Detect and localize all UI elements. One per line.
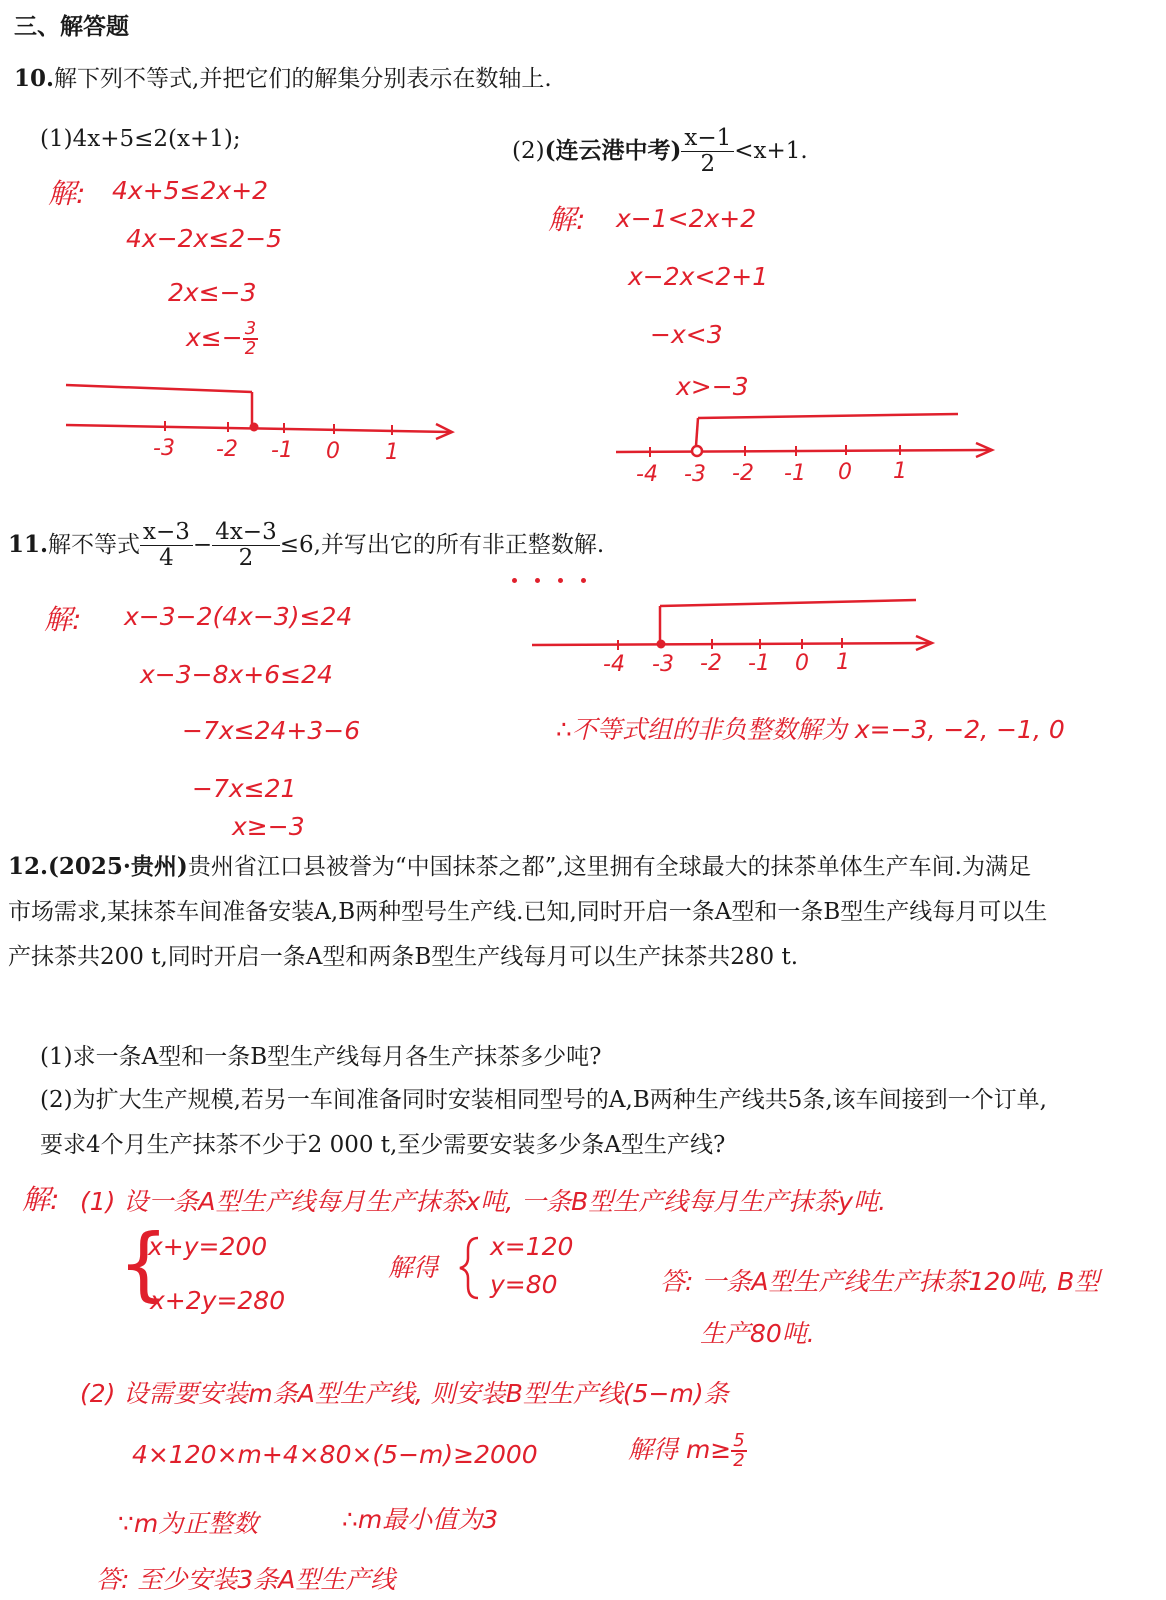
q12-answer1-cont: 生产80吨. [700,1319,815,1348]
q12-part2 [40,1078,1050,1168]
q11-sol-step4: −7x≤21 [192,774,297,803]
q11-sol-prefix: 解: [44,603,82,636]
emphasis-dot [535,578,540,583]
q11-fraction-2 [212,520,280,572]
number-line-3 [532,600,932,650]
axis3-endpoint [657,640,666,649]
axis2-ray-vertical [696,418,698,446]
q10-sol2-step2: x−2x<2+1 [628,262,769,291]
q10-sol1-last-lhs: x≤− [186,323,243,352]
axis2-line [616,450,990,452]
emphasis-dot [512,578,517,583]
q11-minus: − [192,531,213,558]
axis2-endpoint [692,446,702,456]
axis3-label: 1 [836,650,850,675]
q11-stem [8,520,604,572]
q11-sol-step2: x−3−8x+6≤24 [140,660,333,689]
q12-sys-eq2: x+2y=280 [150,1286,286,1315]
axis3-label: 0 [795,651,809,676]
q10-p2-tail: <x+1. [734,137,808,164]
q10-p2-source: (连云港中考) [544,136,682,164]
axis3-label: -3 [652,652,674,677]
q12-result-y: y=80 [490,1270,558,1299]
q12-solve2-den: 2 [733,1450,745,1471]
q12-part1 [40,1038,601,1071]
q10-sol2-prefix: 解: [548,203,586,236]
q12-result-brace [460,1238,478,1298]
axis1-label: 0 [326,439,340,464]
q12-solve2-fraction [731,1432,746,1470]
q11-f2-den: 2 [238,545,254,572]
axis1-label: -1 [271,438,293,463]
q11-conclusion: ∴不等式组的非负整数解为 x=−3, −2, −1, 0 [556,715,1065,744]
number-line-2 [616,414,992,457]
q10-p2-label: (2) [512,137,545,164]
axis1-endpoint [250,423,259,432]
q12-sol-line1: (1) 设一条A型生产线每月生产抹茶x吨, 一条B型生产线每月生产抹茶y吨. [80,1187,887,1216]
q12-result-x: x=120 [490,1232,574,1261]
q12-final-answer: 答: 至少安装3条A型生产线 [96,1565,396,1594]
q11-stem-post: ≤6,并写出它的所有非正整数解. [279,531,605,558]
q10-sol2-step3: −x<3 [650,320,723,349]
q11-number: 11. [8,530,49,558]
axis2-label: -2 [732,461,754,486]
q10-sol1-step3: 2x≤−3 [168,278,257,307]
q11-f2-num: 4x−3 [212,520,280,546]
q12-number: 12. [8,853,49,880]
q10-sol1-frac-num: 3 [244,318,257,339]
q12-sys-brace: { [118,1217,169,1310]
axis2-label: 0 [838,460,852,485]
q12-inequality: 4×120×m+4×80×(5−m)≥2000 [132,1440,538,1469]
axis3-label: -4 [603,652,625,677]
axis2-label: -4 [636,462,658,487]
axis1-label: 1 [385,440,399,465]
q10-sol1-step2: 4x−2x≤2−5 [126,224,283,253]
q10-sol1-prefix: 解: [48,177,86,210]
q11-fraction-1 [140,520,193,572]
q12-p1-text: 求一条A型和一条B型生产线每月各生产抹茶多少吨? [72,1044,602,1070]
q10-sol2-step4: x>−3 [676,372,749,401]
axis1-ray-horizontal [66,385,252,392]
q10-sol1-frac-den: 2 [244,338,257,359]
q12-stem [8,844,1048,980]
emphasis-dot [581,578,586,583]
emphasis-dot [558,578,563,583]
q12-solve2-num: 5 [733,1430,745,1451]
q10-p1-label: (1) [40,126,73,152]
q12-solve2 [628,1430,747,1470]
section-title: 三、解答题 [14,13,129,40]
q12-sol-line2: (2) 设需要安装m条A型生产线, 则安装B型生产线(5−m)条 [80,1379,729,1408]
q10-p2-frac-num: x−1 [681,126,734,152]
q11-sol-step1: x−3−2(4x−3)≤24 [124,602,353,631]
q10-stem-text: 解下列不等式,并把它们的解集分别表示在数轴上. [54,66,552,92]
axis1-label: -2 [216,437,238,462]
axis1-label: -3 [153,436,175,461]
q12-answer1: 答: 一条A型生产线生产抹茶120吨, B型 [660,1267,1100,1296]
axis3-solution-ray [657,600,917,649]
q10-sol2-step1: x−1<2x+2 [616,204,757,233]
q12-source: (2025·贵州) [48,853,188,880]
q10-number: 10. [14,65,55,92]
q11-f1-num: x−3 [140,520,193,546]
q12-solve2-pre: 解得 m≥ [628,1435,732,1464]
q12-sol-prefix: 解: [22,1183,60,1216]
q12-p2-text: 为扩大生产规模,若另一车间准备同时安装相同型号的A,B两种生产线共5条,该车间接到一个订单,要求4个月生产抹茶不少于2 000 t,至少需要安装多少条A型生产线? [40,1087,1047,1158]
axis2-label: -1 [784,461,806,486]
axis2-ray-horizontal [698,414,958,418]
q11-sol-step3: −7x≤24+3−6 [182,716,361,745]
axis3-ray-horizontal [660,600,916,606]
q12-p1-label: (1) [40,1044,73,1070]
q12-reason2: ∴m最小值为3 [342,1505,499,1534]
q12-p2-label: (2) [40,1087,73,1113]
q10-p1-expr: 4x+5≤2(x+1); [72,126,241,152]
q12-solve-label: 解得 [388,1253,439,1282]
q11-sol-step5: x≥−3 [232,812,305,841]
q12-reason1: ∵m为正整数 [118,1509,259,1538]
q12-text: 贵州省江口县被誉为“中国抹茶之都”,这里拥有全球最大的抹茶单体生产车间.为满足市场需求,某抹茶车间准备安装A,B两种型号生产线.已知,同时开启一条A型和一条B型生产线每月可以生产抹茶共200 t,同时开启一条A型和两条B型生产线每月可以生产抹茶共280 t. [8,854,1048,970]
axis3-line [532,643,930,645]
q11-f1-den: 4 [159,545,174,572]
axis2-label: -3 [684,462,706,487]
q12-sys-eq1: x+y=200 [148,1232,268,1261]
q10-sol1-step1: 4x+5≤2x+2 [112,176,269,205]
axis3-label: -1 [748,651,770,676]
number-line-1 [66,385,452,439]
q10-p2-frac-den: 2 [700,151,716,178]
axis3-label: -2 [700,651,722,676]
q11-stem-pre: 解不等式 [48,531,141,558]
axis2-label: 1 [893,459,907,484]
